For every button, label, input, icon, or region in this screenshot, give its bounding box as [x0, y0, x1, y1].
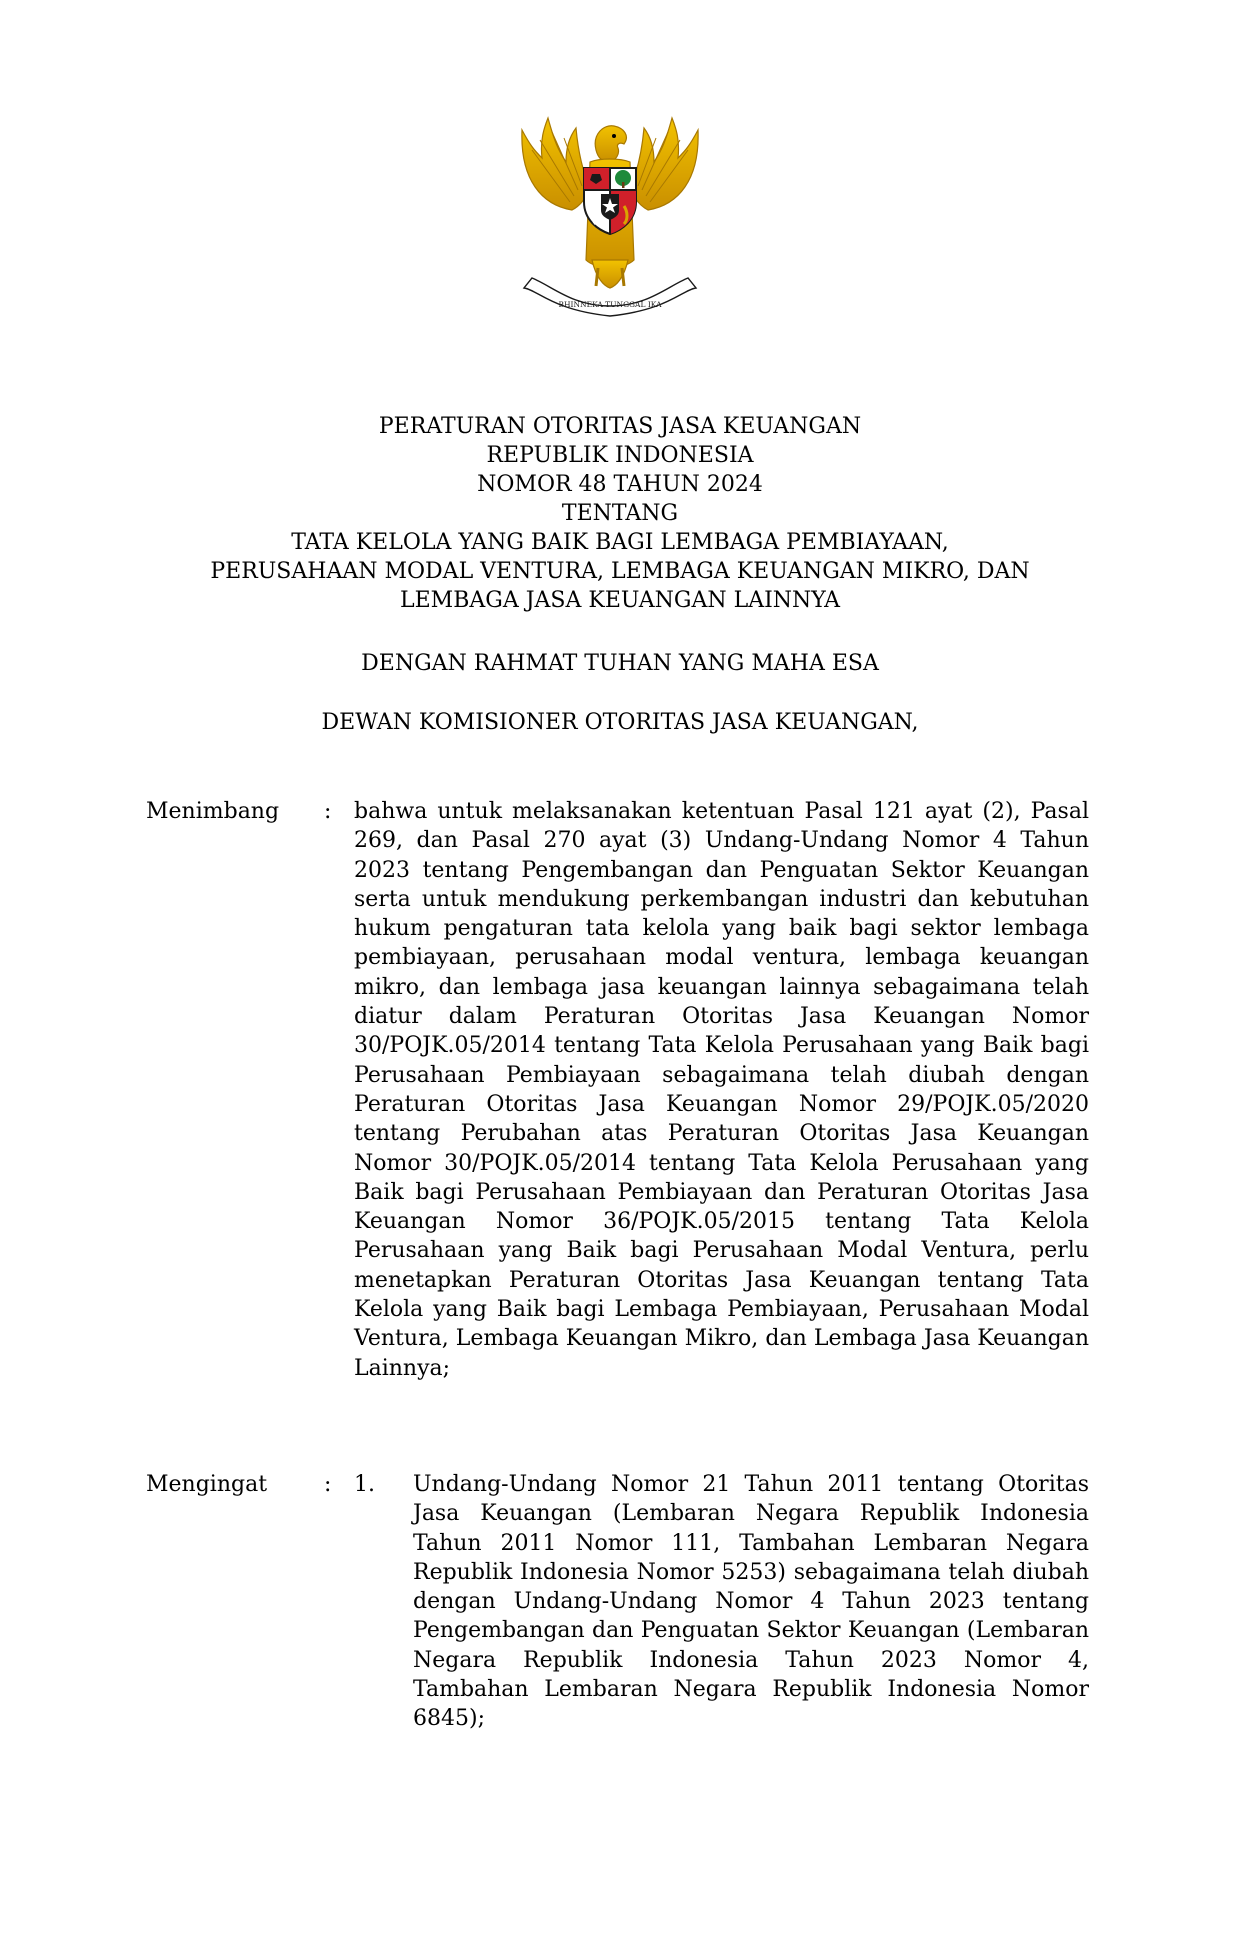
mengingat-item-text: Undang-Undang Nomor 21 Tahun 2011 tentang Otoritas Jasa Keuangan (Lembaran Negara Republik Indonesia Tahun 2011 Nomor 111, Tambahan Lembaran Negara Republik Indonesia Nomor 5253) sebagaimana telah diubah dengan Undang-Undang Nomor 4 Tahun 2023 tentang Pengembangan dan Penguatan Sektor Keuangan (Lembaran Negara Republik Indonesia Tahun 2023 Nomor 4, Tambahan Lembaran Negara Republik Indonesia Nomor 6845); — [413, 1472, 1089, 1732]
menimbang-colon: : — [324, 799, 332, 824]
title-line: LEMBAGA JASA KEUANGAN LAINNYA — [400, 588, 840, 613]
mengingat-item-number: 1. — [354, 1472, 375, 1497]
title-line: NOMOR 48 TAHUN 2024 — [477, 472, 763, 497]
title-line: PERUSAHAAN MODAL VENTURA, LEMBAGA KEUANGAN MIKRO, DAN — [210, 559, 1030, 584]
title-line: REPUBLIK INDONESIA — [486, 443, 754, 468]
invocation: DENGAN RAHMAT TUHAN YANG MAHA ESA — [361, 651, 879, 676]
mengingat-colon: : — [324, 1472, 332, 1497]
right-wing — [630, 118, 698, 210]
menimbang-label: Menimbang — [146, 799, 280, 824]
title-line: PERATURAN OTORITAS JASA KEUANGAN — [378, 414, 862, 439]
authority: DEWAN KOMISIONER OTORITAS JASA KEUANGAN, — [321, 710, 919, 735]
mengingat-label: Mengingat — [146, 1472, 268, 1497]
left-wing — [522, 118, 590, 210]
garuda-pancasila-emblem — [512, 110, 708, 318]
menimbang-text: bahwa untuk melaksanakan ketentuan Pasal 121 ayat (2), Pasal 269, dan Pasal 270 ayat (3) Undang-Undang Nomor 4 Tahun 2023 tentang Pengembangan dan Penguatan Sektor Keuangan serta untuk mendukung perkembangan industri dan kebutuhan hukum pengaturan tata kelola yang baik bagi sektor lembaga pembiayaan, perusahaan modal ventura, lembaga keuangan mikro, dan lembaga jasa keuangan lainnya sebagaimana telah diatur dalam Peraturan Otoritas Jasa Keuangan Nomor 30/POJK.05/2014 tentang Tata Kelola Perusahaan yang Baik bagi Perusahaan Pembiayaan sebagaimana telah diubah dengan Peraturan Otoritas Jasa Keuangan Nomor 29/POJK.05/2020 tentang Perubahan atas Peraturan Otoritas Jasa Keuangan Nomor 30/POJK.05/2014 tentang Tata Kelola Perusahaan yang Baik bagi Perusahaan Pembiayaan dan Peraturan Otoritas Jasa Keuangan Nomor 36/POJK.05/2015 tentang Tata Kelola Perusahaan yang Baik bagi Perusahaan Modal Ventura, perlu menetapkan Peraturan Otoritas Jasa Keuangan tentang Tata Kelola yang Baik bagi Lembaga Pembiayaan, Perusahaan Modal Ventura, Lembaga Keuangan Mikro, dan Lembaga Jasa Keuangan Lainnya; — [354, 799, 1089, 1381]
title-line: TENTANG — [561, 501, 679, 526]
title-line: TATA KELOLA YANG BAIK BAGI LEMBAGA PEMBIAYAAN, — [291, 530, 949, 555]
motto-text: BHINNEKA TUNGGAL IKA — [558, 300, 662, 309]
garuda-head — [595, 126, 626, 162]
regulation-title — [140, 412, 1100, 615]
